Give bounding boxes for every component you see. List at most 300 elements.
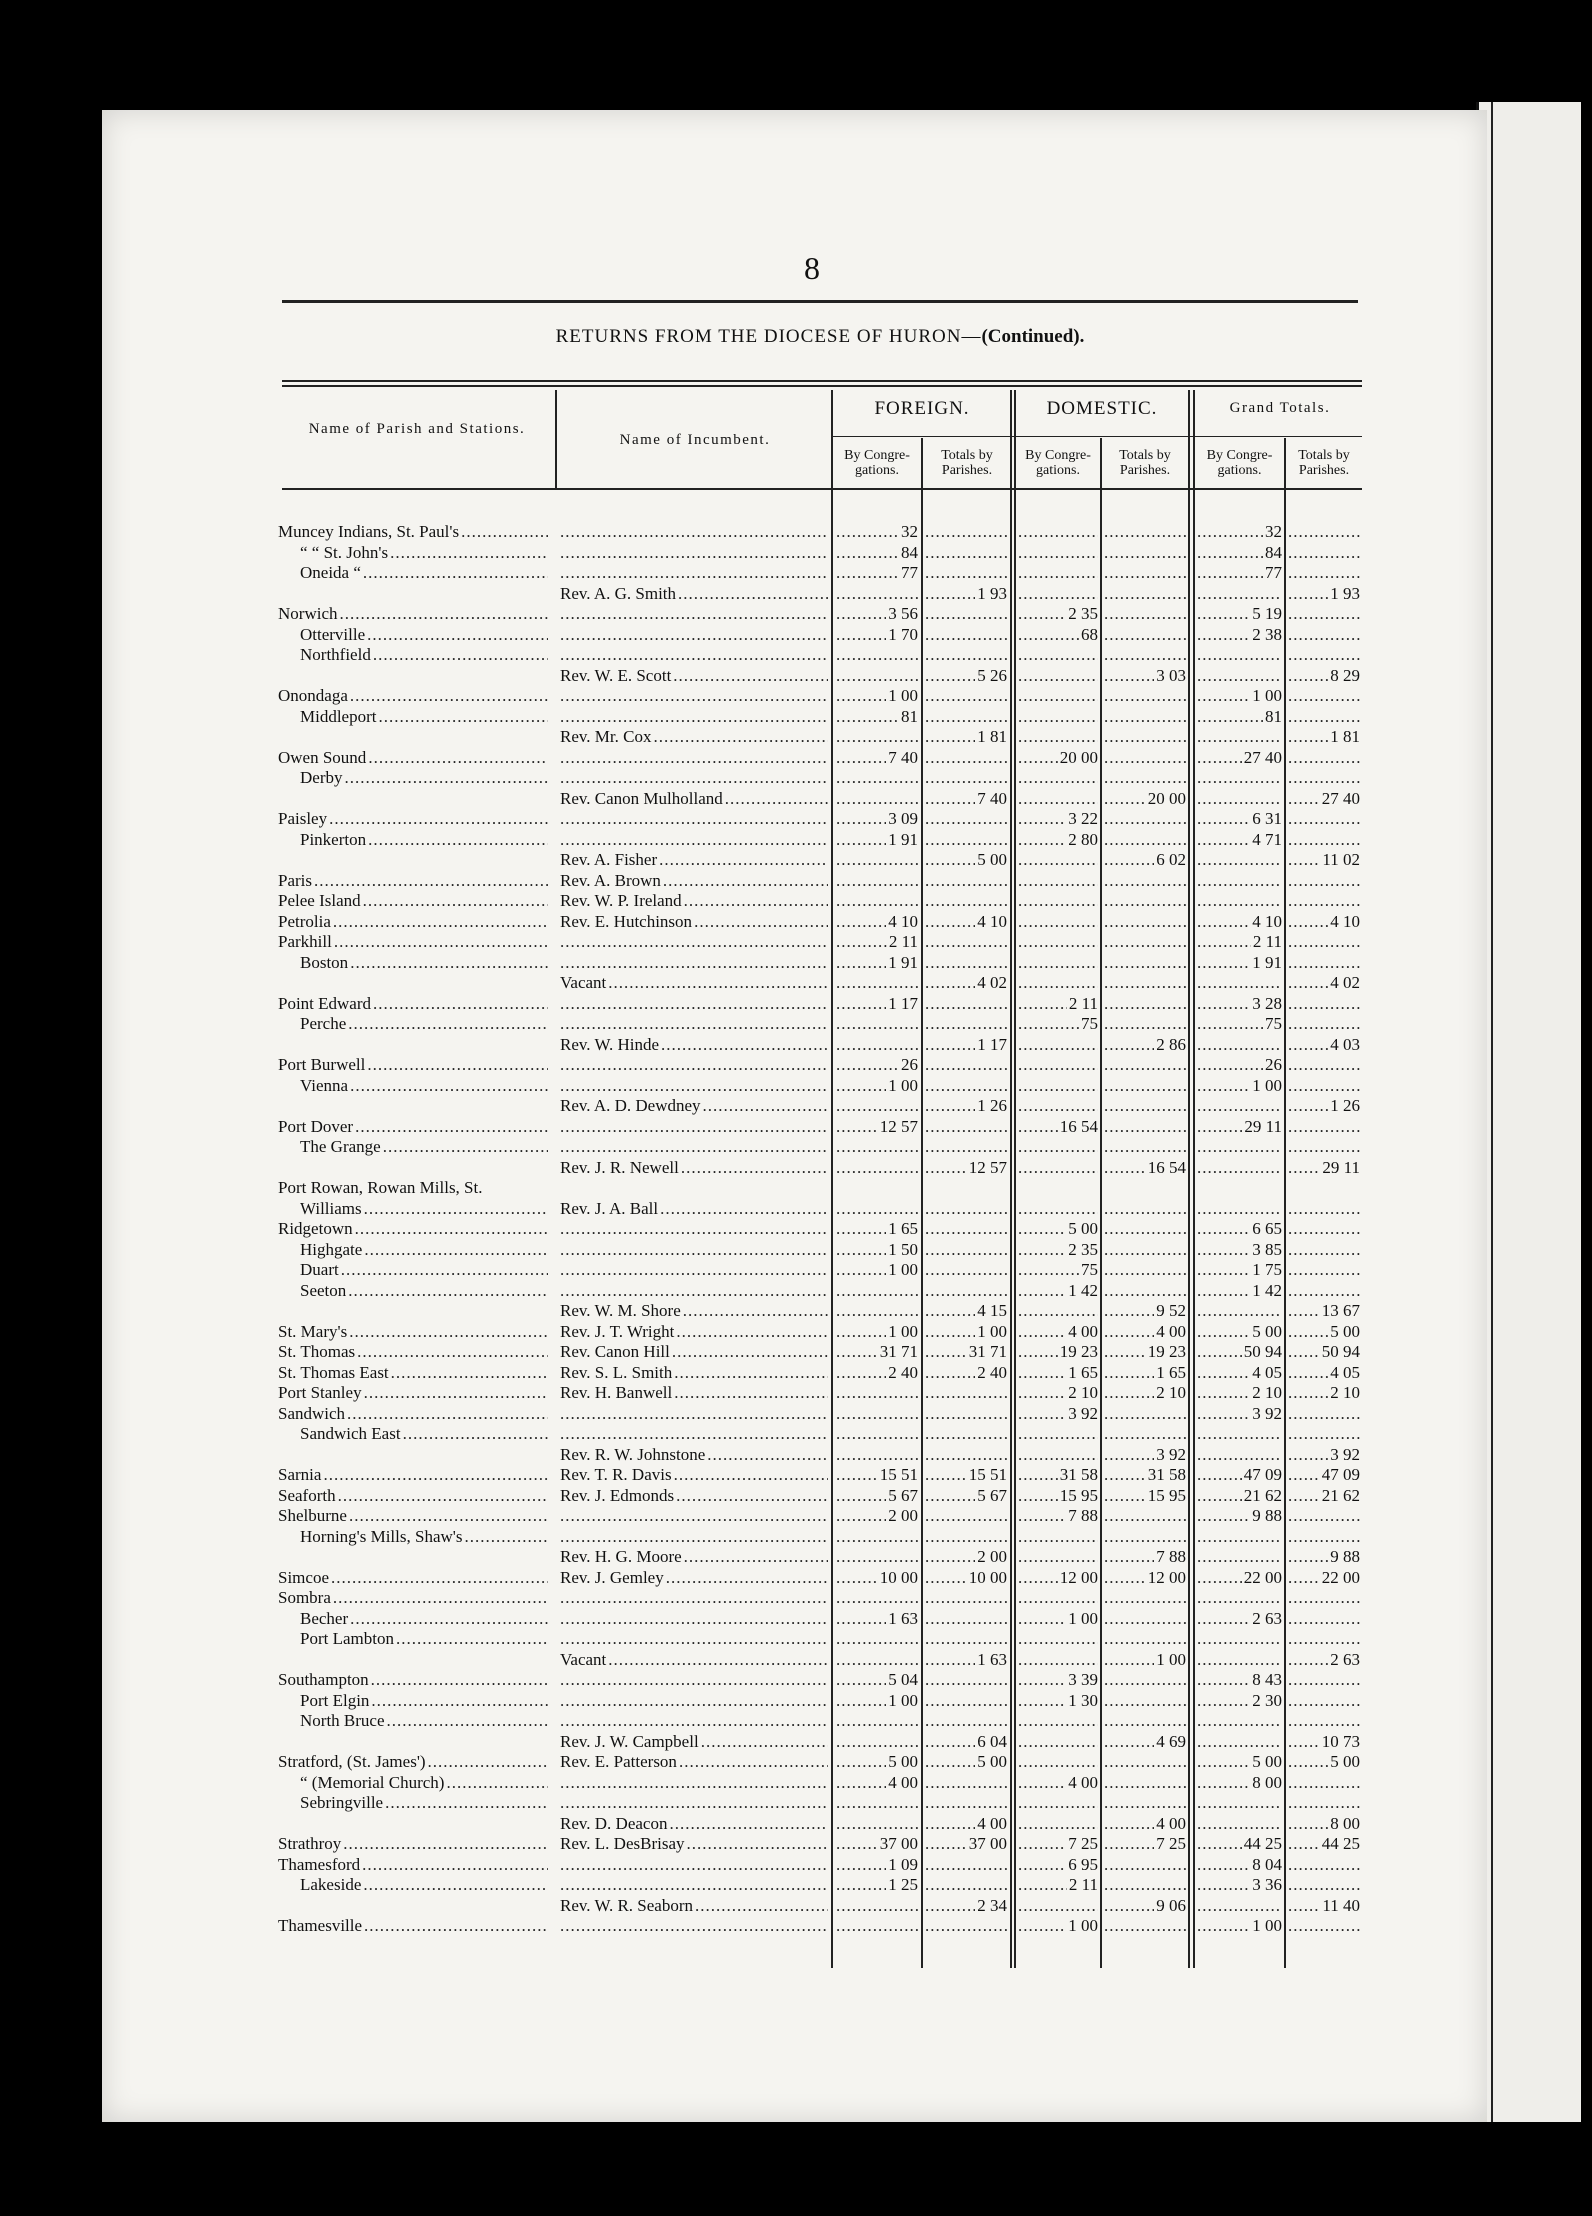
domestic-total-by-parish: ..... 2 10 <box>1104 1383 1186 1404</box>
grand-by-congregation <box>1197 1178 1282 1199</box>
domestic-by-congregation <box>1018 666 1098 687</box>
domestic-by-congregation: ..... 4 00 <box>1018 1773 1098 1794</box>
foreign-by-congregation: ..... 1 63 <box>836 1609 918 1630</box>
parish-name: Seaforth ..... <box>278 1486 548 1507</box>
foreign-total-by-parish <box>925 1875 1007 1896</box>
grand-total-by-parish: ..... 3 92 <box>1288 1445 1360 1466</box>
parish-name: Port Elgin ..... <box>278 1691 548 1712</box>
incumbent-name <box>560 1240 828 1261</box>
table-row <box>0 1076 1592 1097</box>
foreign-by-congregation: ..... 15 51 <box>836 1465 918 1486</box>
foreign-by-congregation: ..... 1 65 <box>836 1219 918 1240</box>
grand-total-by-parish: ..... 9 88 <box>1288 1547 1360 1568</box>
grand-by-congregation <box>1197 871 1282 892</box>
domestic-by-congregation: ..... 3 39 <box>1018 1670 1098 1691</box>
domestic-total-by-parish: ..... 9 52 <box>1104 1301 1186 1322</box>
parish-name: Williams ..... <box>278 1199 548 1220</box>
domestic-by-congregation <box>1018 912 1098 933</box>
domestic-by-congregation: ..... 1 00 <box>1018 1916 1098 1937</box>
foreign-total-by-parish: ..... 5 26 <box>925 666 1007 687</box>
domestic-by-congregation <box>1018 1055 1098 1076</box>
domestic-total-by-parish <box>1104 645 1186 666</box>
table-row <box>0 1219 1592 1240</box>
header-foreign: FOREIGN. <box>874 398 970 419</box>
parish-name <box>278 789 548 810</box>
domestic-total-by-parish <box>1104 768 1186 789</box>
domestic-by-congregation <box>1018 973 1098 994</box>
grand-total-by-parish <box>1288 1527 1360 1548</box>
foreign-total-by-parish: ..... 2 00 <box>925 1547 1007 1568</box>
foreign-by-congregation: ..... 3 09 <box>836 809 918 830</box>
domestic-by-congregation: ..... 20 00 <box>1018 748 1098 769</box>
grand-total-by-parish <box>1288 1219 1360 1240</box>
domestic-total-by-parish: ..... 20 00 <box>1104 789 1186 810</box>
incumbent-name: Rev. H. G. Moore ..... <box>560 1547 828 1568</box>
incumbent-name <box>560 1670 828 1691</box>
foreign-by-congregation: ..... 1 25 <box>836 1875 918 1896</box>
domestic-total-by-parish <box>1104 1609 1186 1630</box>
foreign-by-congregation <box>836 1014 918 1035</box>
parish-name: Vienna ..... <box>278 1076 548 1097</box>
foreign-by-congregation <box>836 1199 918 1220</box>
grand-total-by-parish: ..... 27 40 <box>1288 789 1360 810</box>
foreign-by-congregation: ..... 1 00 <box>836 1691 918 1712</box>
domestic-by-congregation <box>1018 871 1098 892</box>
domestic-by-congregation <box>1018 891 1098 912</box>
grand-by-congregation: ..... 47 09 <box>1197 1465 1282 1486</box>
grand-by-congregation: ..... 1 91 <box>1197 953 1282 974</box>
domestic-by-congregation: ..... 2 80 <box>1018 830 1098 851</box>
domestic-by-congregation: ..... 75 <box>1018 1014 1098 1035</box>
domestic-by-congregation: ..... 12 00 <box>1018 1568 1098 1589</box>
domestic-total-by-parish <box>1104 1855 1186 1876</box>
parish-name: Owen Sound ..... <box>278 748 548 769</box>
grand-by-congregation <box>1197 727 1282 748</box>
domestic-total-by-parish <box>1104 1281 1186 1302</box>
incumbent-name <box>560 1793 828 1814</box>
grand-by-congregation <box>1197 1301 1282 1322</box>
parish-name: Port Rowan, Rowan Mills, St. <box>278 1178 483 1197</box>
domestic-total-by-parish: ..... 2 86 <box>1104 1035 1186 1056</box>
table-row <box>0 1793 1592 1814</box>
grand-total-by-parish: ..... 5 00 <box>1288 1752 1360 1773</box>
parish-name <box>278 1301 548 1322</box>
parish-name: Seeton ..... <box>278 1281 548 1302</box>
table-top-rule-1 <box>282 380 1362 382</box>
domestic-total-by-parish: ..... 16 54 <box>1104 1158 1186 1179</box>
foreign-by-congregation: ..... 5 67 <box>836 1486 918 1507</box>
parish-name <box>278 1445 548 1466</box>
domestic-by-congregation <box>1018 953 1098 974</box>
grand-by-congregation <box>1197 768 1282 789</box>
table-row <box>0 1281 1592 1302</box>
grand-total-by-parish <box>1288 604 1360 625</box>
domestic-total-by-parish <box>1104 1014 1186 1035</box>
grand-total-by-parish <box>1288 1404 1360 1425</box>
foreign-total-by-parish <box>925 522 1007 543</box>
parish-name: Shelburne ..... <box>278 1506 548 1527</box>
grand-total-by-parish <box>1288 1240 1360 1261</box>
foreign-total-by-parish <box>925 1793 1007 1814</box>
domestic-total-by-parish <box>1104 871 1186 892</box>
domestic-by-congregation <box>1018 543 1098 564</box>
foreign-total-by-parish <box>925 932 1007 953</box>
incumbent-name: Vacant ..... <box>560 1650 828 1671</box>
foreign-total-by-parish: ..... 1 17 <box>925 1035 1007 1056</box>
incumbent-name <box>560 1014 828 1035</box>
grand-by-congregation: ..... 3 36 <box>1197 1875 1282 1896</box>
parish-name: Parkhill ..... <box>278 932 548 953</box>
parish-name: Sarnia ..... <box>278 1465 548 1486</box>
table-row <box>0 1199 1592 1220</box>
table-row <box>0 1568 1592 1589</box>
grand-by-congregation: ..... 2 10 <box>1197 1383 1282 1404</box>
incumbent-name: Rev. E. Patterson ..... <box>560 1752 828 1773</box>
foreign-total-by-parish: ..... 10 00 <box>925 1568 1007 1589</box>
parish-name: “ (Memorial Church) ..... <box>278 1773 548 1794</box>
incumbent-name <box>560 809 828 830</box>
parish-name: Ridgetown ..... <box>278 1219 548 1240</box>
table-row <box>0 1773 1592 1794</box>
grand-by-congregation <box>1197 1137 1282 1158</box>
foreign-total-by-parish: ..... 31 71 <box>925 1342 1007 1363</box>
domestic-total-by-parish: ..... 7 25 <box>1104 1834 1186 1855</box>
foreign-by-congregation <box>836 1137 918 1158</box>
incumbent-name <box>560 1424 828 1445</box>
domestic-total-by-parish <box>1104 1875 1186 1896</box>
foreign-by-congregation: ..... 26 <box>836 1055 918 1076</box>
foreign-by-congregation <box>836 1629 918 1650</box>
domestic-by-congregation <box>1018 1076 1098 1097</box>
incumbent-name <box>560 768 828 789</box>
foreign-by-congregation <box>836 1424 918 1445</box>
domestic-total-by-parish <box>1104 1240 1186 1261</box>
domestic-by-congregation <box>1018 1547 1098 1568</box>
grand-by-congregation <box>1197 850 1282 871</box>
foreign-by-congregation: ..... 31 71 <box>836 1342 918 1363</box>
table-row <box>0 789 1592 810</box>
domestic-by-congregation <box>1018 1178 1098 1199</box>
foreign-by-congregation <box>836 645 918 666</box>
incumbent-name <box>560 748 828 769</box>
grand-total-by-parish: ..... 2 63 <box>1288 1650 1360 1671</box>
foreign-total-by-parish <box>925 1240 1007 1261</box>
header-domestic-totals-by-parishes: Totals by Parishes. <box>1119 448 1171 478</box>
table-row <box>0 1465 1592 1486</box>
domestic-total-by-parish <box>1104 1096 1186 1117</box>
incumbent-name <box>560 1588 828 1609</box>
domestic-total-by-parish <box>1104 707 1186 728</box>
grand-total-by-parish <box>1288 1424 1360 1445</box>
parish-name: Simcoe ..... <box>278 1568 548 1589</box>
parish-name: Otterville ..... <box>278 625 548 646</box>
foreign-total-by-parish: ..... 15 51 <box>925 1465 1007 1486</box>
parish-name <box>278 1547 548 1568</box>
foreign-total-by-parish: ..... 2 40 <box>925 1363 1007 1384</box>
incumbent-name <box>560 604 828 625</box>
grand-by-congregation: ..... 84 <box>1197 543 1282 564</box>
domestic-total-by-parish: ..... 12 00 <box>1104 1568 1186 1589</box>
foreign-by-congregation: ..... 37 00 <box>836 1834 918 1855</box>
group-subheader-rule <box>831 436 1362 437</box>
grand-by-congregation: ..... 2 11 <box>1197 932 1282 953</box>
domestic-total-by-parish <box>1104 625 1186 646</box>
incumbent-name: Rev. W. E. Scott ..... <box>560 666 828 687</box>
foreign-by-congregation: ..... 1 17 <box>836 994 918 1015</box>
foreign-by-congregation <box>836 891 918 912</box>
parish-name: The Grange ..... <box>278 1137 548 1158</box>
grand-total-by-parish: ..... 50 94 <box>1288 1342 1360 1363</box>
domestic-by-congregation <box>1018 686 1098 707</box>
header-foreign-totals-by-parishes: Totals by Parishes. <box>941 448 993 478</box>
foreign-by-congregation: ..... 1 00 <box>836 1322 918 1343</box>
incumbent-name <box>560 1178 828 1199</box>
foreign-total-by-parish <box>925 1711 1007 1732</box>
domestic-total-by-parish <box>1104 1773 1186 1794</box>
grand-total-by-parish <box>1288 1691 1360 1712</box>
grand-by-congregation: ..... 2 63 <box>1197 1609 1282 1630</box>
domestic-by-congregation <box>1018 1424 1098 1445</box>
domestic-total-by-parish <box>1104 1424 1186 1445</box>
header-parish: Name of Parish and Stations. <box>308 421 526 437</box>
parish-name: Port Stanley ..... <box>278 1383 548 1404</box>
incumbent-name <box>560 522 828 543</box>
parish-name: Perche ..... <box>278 1014 548 1035</box>
domestic-total-by-parish: ..... 3 03 <box>1104 666 1186 687</box>
foreign-total-by-parish: ..... 5 00 <box>925 850 1007 871</box>
grand-by-congregation: ..... 1 00 <box>1197 1916 1282 1937</box>
table-row <box>0 1527 1592 1548</box>
table-row <box>0 604 1592 625</box>
grand-by-congregation <box>1197 584 1282 605</box>
grand-by-congregation: ..... 5 00 <box>1197 1322 1282 1343</box>
table-row <box>0 1178 1592 1199</box>
grand-by-congregation <box>1197 1527 1282 1548</box>
grand-total-by-parish <box>1288 1137 1360 1158</box>
table-row <box>0 1055 1592 1076</box>
parish-name: Highgate ..... <box>278 1240 548 1261</box>
domestic-by-congregation: ..... 1 42 <box>1018 1281 1098 1302</box>
incumbent-name <box>560 1076 828 1097</box>
foreign-total-by-parish <box>925 1629 1007 1650</box>
parish-name: Becher ..... <box>278 1609 548 1630</box>
table-row <box>0 1260 1592 1281</box>
domestic-total-by-parish <box>1104 563 1186 584</box>
domestic-by-congregation <box>1018 1096 1098 1117</box>
grand-by-congregation <box>1197 891 1282 912</box>
incumbent-name: Rev. Canon Mulholland ..... <box>560 789 828 810</box>
parish-name: Duart ..... <box>278 1260 548 1281</box>
table-row <box>0 1404 1592 1425</box>
foreign-by-congregation <box>836 1814 918 1835</box>
incumbent-name <box>560 1609 828 1630</box>
parish-name: Horning's Mills, Shaw's ..... <box>278 1527 548 1548</box>
grand-by-congregation <box>1197 666 1282 687</box>
grand-total-by-parish <box>1288 809 1360 830</box>
domestic-total-by-parish: ..... 1 65 <box>1104 1363 1186 1384</box>
grand-total-by-parish <box>1288 707 1360 728</box>
parish-name <box>278 666 548 687</box>
parish-name: Strathroy ..... <box>278 1834 548 1855</box>
grand-by-congregation <box>1197 1732 1282 1753</box>
foreign-by-congregation: ..... 10 00 <box>836 1568 918 1589</box>
parish-name: Paisley ..... <box>278 809 548 830</box>
foreign-total-by-parish: ..... 5 67 <box>925 1486 1007 1507</box>
grand-by-congregation: ..... 8 43 <box>1197 1670 1282 1691</box>
grand-total-by-parish <box>1288 1588 1360 1609</box>
grand-total-by-parish: ..... 29 11 <box>1288 1158 1360 1179</box>
domestic-total-by-parish <box>1104 584 1186 605</box>
grand-by-congregation: ..... 8 00 <box>1197 1773 1282 1794</box>
table-row <box>0 1629 1592 1650</box>
top-rule <box>282 300 1358 303</box>
foreign-total-by-parish <box>925 1055 1007 1076</box>
foreign-total-by-parish <box>925 1609 1007 1630</box>
grand-by-congregation: ..... 50 94 <box>1197 1342 1282 1363</box>
domestic-by-congregation <box>1018 768 1098 789</box>
foreign-total-by-parish <box>925 686 1007 707</box>
grand-total-by-parish <box>1288 1855 1360 1876</box>
grand-total-by-parish <box>1288 1260 1360 1281</box>
domestic-total-by-parish <box>1104 1670 1186 1691</box>
incumbent-name: Rev. E. Hutchinson ..... <box>560 912 828 933</box>
incumbent-name: Rev. J. R. Newell ..... <box>560 1158 828 1179</box>
domestic-by-congregation <box>1018 1896 1098 1917</box>
grand-total-by-parish: ..... 22 00 <box>1288 1568 1360 1589</box>
domestic-by-congregation: ..... 31 58 <box>1018 1465 1098 1486</box>
foreign-by-congregation <box>836 1035 918 1056</box>
domestic-total-by-parish: ..... 19 23 <box>1104 1342 1186 1363</box>
parish-name <box>278 1896 548 1917</box>
table-row <box>0 625 1592 646</box>
divider-parish-incumbent <box>555 390 557 488</box>
foreign-total-by-parish <box>925 1691 1007 1712</box>
grand-by-congregation: ..... 81 <box>1197 707 1282 728</box>
domestic-total-by-parish: ..... 9 06 <box>1104 1896 1186 1917</box>
grand-total-by-parish: ..... 11 40 <box>1288 1896 1360 1917</box>
table-row <box>0 932 1592 953</box>
domestic-by-congregation <box>1018 1629 1098 1650</box>
table-row <box>0 1486 1592 1507</box>
foreign-by-congregation <box>836 768 918 789</box>
incumbent-name: Rev. R. W. Johnstone ..... <box>560 1445 828 1466</box>
title-continued: (Continued). <box>981 326 1085 347</box>
incumbent-name: Rev. W. R. Seaborn ..... <box>560 1896 828 1917</box>
domestic-total-by-parish <box>1104 1117 1186 1138</box>
incumbent-name <box>560 1711 828 1732</box>
incumbent-name: Rev. J. W. Campbell ..... <box>560 1732 828 1753</box>
domestic-by-congregation: ..... 5 00 <box>1018 1219 1098 1240</box>
table-row <box>0 1158 1592 1179</box>
incumbent-name <box>560 932 828 953</box>
domestic-by-congregation: ..... 2 35 <box>1018 604 1098 625</box>
table-row <box>0 891 1592 912</box>
grand-total-by-parish <box>1288 1055 1360 1076</box>
grand-by-congregation <box>1197 1445 1282 1466</box>
grand-by-congregation <box>1197 789 1282 810</box>
foreign-by-congregation: ..... 84 <box>836 543 918 564</box>
grand-total-by-parish <box>1288 768 1360 789</box>
domestic-by-congregation <box>1018 1527 1098 1548</box>
grand-by-congregation <box>1197 1035 1282 1056</box>
parish-name <box>278 1814 548 1835</box>
table-top-rule-2 <box>282 385 1362 387</box>
foreign-total-by-parish: ..... 1 81 <box>925 727 1007 748</box>
table-row <box>0 748 1592 769</box>
domestic-by-congregation: ..... 3 22 <box>1018 809 1098 830</box>
parish-name: “ “ St. John's ..... <box>278 543 548 564</box>
foreign-by-congregation: ..... 5 04 <box>836 1670 918 1691</box>
parish-name: Thamesville ..... <box>278 1916 548 1937</box>
domestic-total-by-parish <box>1104 686 1186 707</box>
foreign-by-congregation <box>836 727 918 748</box>
header-grand-by-congregations: By Congre- gations. <box>1206 448 1273 478</box>
domestic-total-by-parish <box>1104 1691 1186 1712</box>
foreign-by-congregation <box>836 1588 918 1609</box>
parish-name: Point Edward ..... <box>278 994 548 1015</box>
domestic-total-by-parish <box>1104 1527 1186 1548</box>
domestic-total-by-parish <box>1104 1629 1186 1650</box>
domestic-by-congregation <box>1018 1588 1098 1609</box>
domestic-total-by-parish <box>1104 830 1186 851</box>
parish-name: St. Thomas East ..... <box>278 1363 548 1384</box>
domestic-by-congregation <box>1018 707 1098 728</box>
domestic-by-congregation <box>1018 522 1098 543</box>
domestic-by-congregation <box>1018 645 1098 666</box>
domestic-by-congregation: ..... 2 10 <box>1018 1383 1098 1404</box>
parish-name: Sandwich ..... <box>278 1404 548 1425</box>
parish-name: Sombra ..... <box>278 1588 548 1609</box>
incumbent-name <box>560 1117 828 1138</box>
foreign-total-by-parish <box>925 1445 1007 1466</box>
grand-by-congregation <box>1197 973 1282 994</box>
domestic-total-by-parish <box>1104 912 1186 933</box>
table-row <box>0 563 1592 584</box>
domestic-by-congregation <box>1018 1793 1098 1814</box>
foreign-by-congregation: ..... 2 11 <box>836 932 918 953</box>
parish-name: St. Thomas ..... <box>278 1342 548 1363</box>
foreign-by-congregation <box>836 1281 918 1302</box>
domestic-total-by-parish <box>1104 809 1186 830</box>
header-grand-totals-by-parishes: Totals by Parishes. <box>1298 448 1350 478</box>
parish-name: Lakeside ..... <box>278 1875 548 1896</box>
grand-by-congregation <box>1197 1711 1282 1732</box>
grand-by-congregation: ..... 1 42 <box>1197 1281 1282 1302</box>
domestic-total-by-parish: ..... 3 92 <box>1104 1445 1186 1466</box>
parish-name: Thamesford ..... <box>278 1855 548 1876</box>
foreign-by-congregation: ..... 1 91 <box>836 953 918 974</box>
table-row <box>0 973 1592 994</box>
domestic-by-congregation <box>1018 850 1098 871</box>
foreign-total-by-parish: ..... 1 00 <box>925 1322 1007 1343</box>
foreign-total-by-parish <box>925 1527 1007 1548</box>
table-row <box>0 1547 1592 1568</box>
incumbent-name <box>560 625 828 646</box>
header-bottom-rule <box>282 488 1362 490</box>
table-row <box>0 768 1592 789</box>
table-row <box>0 1588 1592 1609</box>
grand-by-congregation: ..... 8 04 <box>1197 1855 1282 1876</box>
grand-total-by-parish <box>1288 1875 1360 1896</box>
grand-total-by-parish <box>1288 1609 1360 1630</box>
domestic-by-congregation <box>1018 1752 1098 1773</box>
domestic-total-by-parish <box>1104 1588 1186 1609</box>
domestic-total-by-parish: ..... 4 00 <box>1104 1814 1186 1835</box>
foreign-by-congregation <box>836 1732 918 1753</box>
domestic-by-congregation: ..... 7 88 <box>1018 1506 1098 1527</box>
table-row <box>0 1814 1592 1835</box>
table-row <box>0 1834 1592 1855</box>
